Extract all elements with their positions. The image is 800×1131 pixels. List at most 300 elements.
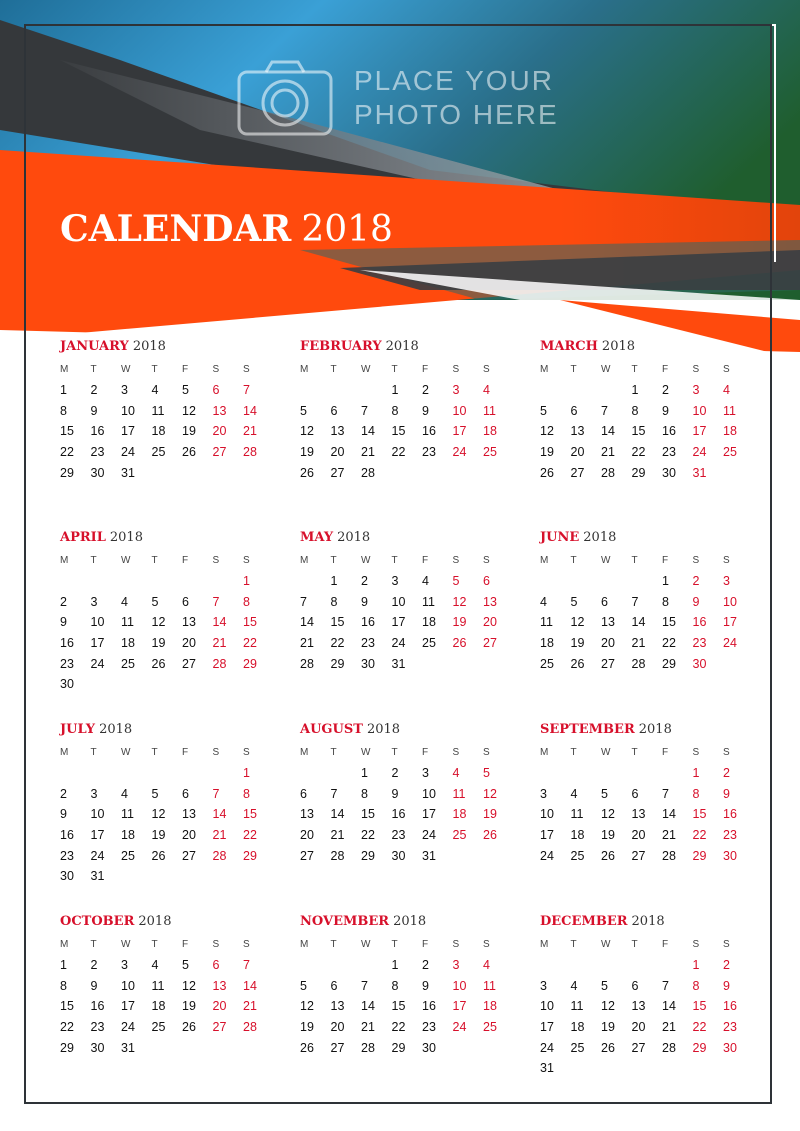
day-cell: 9	[692, 594, 700, 609]
day-cell: 20	[631, 828, 646, 843]
day-cell: 26	[151, 848, 166, 863]
day-cell: 2	[422, 958, 429, 972]
day-cell: 25	[483, 445, 497, 460]
day-cell: 18	[723, 424, 737, 439]
empty-cell	[182, 571, 213, 592]
weekday-label: F	[662, 747, 669, 758]
day-cell: 17	[452, 999, 467, 1014]
weekday-label: F	[422, 555, 429, 566]
day-cell: 26	[452, 636, 467, 651]
day-cell: 14	[631, 615, 646, 630]
day-cell: 22	[361, 828, 375, 843]
day-cell: 14	[330, 807, 345, 822]
day-cell: 29	[692, 1040, 707, 1055]
day-cell: 19	[601, 828, 615, 843]
day-cell: 12	[151, 807, 166, 822]
day-cell: 31	[121, 465, 135, 480]
empty-cell	[540, 380, 571, 401]
weekday-label: W	[361, 939, 371, 950]
day-cell: 21	[601, 445, 615, 460]
day-cell: 4	[121, 594, 128, 609]
month-header	[60, 720, 260, 738]
day-cell: 20	[300, 828, 314, 843]
day-cell: 16	[90, 424, 105, 439]
day-cell: 24	[540, 848, 554, 863]
day-cell: 2	[723, 766, 730, 780]
day-cell: 26	[570, 656, 585, 671]
empty-cell	[540, 955, 571, 976]
weekday-label: T	[631, 555, 638, 566]
day-cell: 30	[723, 848, 737, 863]
month-december	[540, 912, 740, 1079]
day-cell: 29	[330, 656, 345, 671]
day-cell: 27	[212, 1020, 227, 1035]
month-year: 2018	[99, 722, 133, 737]
day-cell: 3	[452, 958, 460, 972]
month-year: 2018	[366, 722, 401, 737]
weekday-label: S	[452, 555, 460, 566]
day-cell: 14	[300, 615, 314, 630]
day-cell: 28	[300, 656, 314, 671]
day-cell: 31	[422, 848, 436, 863]
day-cell: 22	[60, 445, 74, 460]
day-cell: 28	[330, 848, 345, 863]
day-cell: 2	[361, 574, 368, 588]
day-cell: 4	[570, 786, 578, 801]
month-march	[540, 337, 740, 483]
weekday-label: T	[90, 747, 97, 758]
day-cell: 20	[601, 636, 615, 651]
day-cell: 29	[60, 465, 74, 480]
day-cell: 22	[692, 828, 707, 843]
day-cell: 8	[692, 786, 700, 801]
day-cell: 6	[212, 383, 220, 397]
day-cell: 2	[90, 383, 98, 397]
day-cell: 2	[60, 594, 67, 609]
day-cell: 25	[540, 656, 554, 671]
month-header	[60, 912, 260, 930]
day-cell: 16	[90, 999, 105, 1014]
day-cell: 4	[452, 766, 460, 780]
day-cell: 21	[662, 828, 676, 843]
day-cell: 8	[391, 403, 399, 418]
day-cell: 8	[60, 978, 67, 993]
day-cell: 15	[60, 424, 74, 439]
month-name: AUGUST	[300, 722, 363, 737]
weekday-label: S	[452, 364, 460, 375]
photo-placeholder[interactable]	[236, 58, 594, 138]
month-header	[60, 528, 260, 546]
month-august	[300, 720, 500, 866]
placeholder-text: PLACE YOUR PHOTO HERE	[354, 65, 559, 130]
day-cell: 6	[330, 978, 338, 993]
day-cell: 1	[243, 574, 250, 588]
day-cell: 19	[601, 1020, 615, 1035]
day-cell: 2	[723, 958, 730, 972]
day-cell: 15	[243, 615, 257, 630]
day-cell: 12	[300, 999, 314, 1014]
day-cell: 6	[212, 958, 220, 972]
day-cell: 20	[212, 424, 227, 439]
weekday-label: T	[391, 364, 398, 375]
day-cell: 12	[540, 424, 554, 439]
day-cell: 26	[300, 465, 314, 480]
day-cell: 6	[631, 978, 639, 993]
day-cell: 15	[662, 615, 676, 630]
month-september	[540, 720, 740, 866]
day-grid	[60, 934, 260, 1058]
day-cell: 24	[692, 445, 707, 460]
day-cell: 16	[361, 615, 375, 630]
day-cell: 9	[723, 786, 730, 801]
day-cell: 15	[361, 807, 375, 822]
day-cell: 24	[422, 828, 436, 843]
month-header	[60, 337, 260, 355]
day-cell: 17	[692, 424, 707, 439]
weekday-label: T	[90, 364, 97, 375]
weekday-label: T	[330, 364, 337, 375]
day-cell: 10	[452, 403, 467, 418]
weekday-label: S	[452, 939, 460, 950]
day-cell: 17	[540, 828, 554, 843]
weekday-label: S	[723, 555, 730, 566]
empty-cell	[632, 763, 663, 784]
day-cell: 25	[121, 848, 135, 863]
day-cell: 12	[570, 615, 585, 630]
empty-cell	[331, 763, 362, 784]
month-header	[540, 720, 740, 738]
day-cell: 15	[692, 999, 707, 1014]
day-cell: 19	[182, 999, 196, 1014]
weekday-label: S	[212, 747, 220, 758]
weekday-label: F	[422, 364, 429, 375]
day-cell: 13	[330, 424, 345, 439]
weekday-label: S	[723, 939, 730, 950]
day-cell: 7	[212, 594, 220, 609]
weekday-label: T	[570, 939, 577, 950]
day-cell: 22	[391, 445, 406, 460]
day-cell: 22	[662, 636, 676, 651]
day-cell: 9	[662, 403, 669, 418]
day-cell: 28	[662, 848, 676, 863]
day-cell: 8	[243, 594, 250, 609]
empty-cell	[571, 571, 602, 592]
weekday-label: T	[570, 364, 577, 375]
day-cell: 24	[90, 848, 105, 863]
day-cell: 11	[151, 403, 165, 418]
day-cell: 24	[452, 1020, 467, 1035]
day-cell: 6	[483, 574, 490, 588]
day-cell: 27	[483, 636, 497, 651]
empty-cell	[331, 955, 362, 976]
weekday-label: T	[151, 364, 158, 375]
day-cell: 21	[300, 636, 314, 651]
day-cell: 31	[121, 1040, 135, 1055]
day-cell: 14	[212, 807, 227, 822]
day-cell: 26	[151, 656, 166, 671]
weekday-label: T	[330, 555, 337, 566]
day-grid	[300, 934, 500, 1058]
empty-cell	[632, 571, 663, 592]
day-cell: 18	[121, 828, 135, 843]
day-cell: 7	[243, 958, 250, 972]
weekday-label: T	[631, 939, 638, 950]
month-year: 2018	[138, 914, 172, 929]
day-cell: 8	[330, 594, 338, 609]
day-grid	[300, 550, 500, 674]
month-may	[300, 528, 500, 674]
day-cell: 7	[662, 786, 669, 801]
day-cell: 20	[483, 615, 497, 630]
day-cell: 26	[483, 828, 497, 843]
month-october	[60, 912, 260, 1058]
day-cell: 20	[212, 999, 227, 1014]
title-bold: CALENDAR	[60, 208, 292, 250]
day-cell: 26	[601, 1040, 615, 1055]
day-cell: 6	[300, 786, 307, 801]
weekday-label: F	[182, 939, 189, 950]
weekday-label: W	[361, 555, 371, 566]
empty-cell	[121, 763, 152, 784]
day-cell: 19	[182, 424, 196, 439]
weekday-label: S	[692, 364, 700, 375]
month-year: 2018	[601, 339, 636, 354]
day-cell: 5	[300, 978, 307, 993]
day-cell: 12	[182, 978, 196, 993]
day-cell: 30	[391, 848, 406, 863]
day-cell: 8	[692, 978, 700, 993]
day-cell: 14	[361, 424, 375, 439]
day-cell: 23	[391, 828, 406, 843]
empty-cell	[60, 763, 91, 784]
weekday-label: M	[300, 364, 309, 375]
weekday-label: T	[570, 747, 577, 758]
empty-cell	[300, 955, 331, 976]
weekday-label: M	[60, 747, 69, 758]
month-header	[300, 912, 500, 930]
day-cell: 23	[90, 1020, 105, 1035]
day-cell: 2	[662, 383, 669, 397]
day-cell: 30	[60, 677, 74, 692]
day-cell: 9	[361, 594, 368, 609]
month-header	[300, 528, 500, 546]
empty-cell	[182, 763, 213, 784]
day-cell: 1	[330, 574, 338, 588]
day-cell: 10	[452, 978, 467, 993]
day-grid	[540, 550, 740, 674]
month-year: 2018	[631, 914, 665, 929]
day-cell: 16	[60, 636, 74, 651]
day-cell: 25	[483, 1020, 497, 1035]
month-header	[540, 912, 740, 930]
day-cell: 23	[422, 445, 436, 460]
day-cell: 10	[90, 615, 105, 630]
month-name: DECEMBER	[540, 914, 628, 929]
month-year: 2018	[393, 914, 427, 929]
day-cell: 19	[300, 1020, 314, 1035]
weekday-label: T	[631, 747, 638, 758]
day-cell: 5	[452, 574, 460, 588]
day-cell: 7	[300, 594, 307, 609]
weekday-label: T	[151, 747, 158, 758]
empty-cell	[571, 380, 602, 401]
month-name: OCTOBER	[60, 914, 135, 929]
day-cell: 30	[662, 465, 676, 480]
empty-cell	[361, 955, 392, 976]
day-cell: 20	[182, 636, 196, 651]
empty-cell	[601, 955, 632, 976]
weekday-label: W	[361, 747, 371, 758]
day-cell: 30	[361, 656, 375, 671]
day-cell: 2	[692, 574, 700, 588]
day-cell: 3	[452, 383, 460, 397]
day-cell: 30	[692, 656, 707, 671]
day-cell: 27	[601, 656, 615, 671]
day-cell: 19	[540, 445, 554, 460]
day-cell: 27	[330, 1040, 345, 1055]
day-cell: 9	[723, 978, 730, 993]
empty-cell	[571, 955, 602, 976]
day-cell: 13	[182, 807, 196, 822]
day-cell: 20	[631, 1020, 646, 1035]
day-cell: 30	[422, 1040, 436, 1055]
empty-cell	[662, 955, 693, 976]
weekday-label: T	[151, 939, 158, 950]
day-cell: 7	[243, 383, 250, 397]
day-cell: 8	[243, 786, 250, 801]
day-cell: 9	[60, 807, 67, 822]
empty-cell	[540, 763, 571, 784]
weekday-label: T	[151, 555, 158, 566]
day-cell: 19	[570, 636, 585, 651]
day-cell: 29	[60, 1040, 74, 1055]
day-cell: 28	[212, 848, 227, 863]
day-cell: 9	[422, 403, 429, 418]
day-cell: 18	[483, 424, 497, 439]
day-cell: 3	[422, 766, 429, 780]
empty-cell	[601, 763, 632, 784]
day-cell: 4	[540, 594, 547, 609]
weekday-label: W	[601, 555, 611, 566]
day-cell: 15	[391, 999, 406, 1014]
day-cell: 13	[601, 615, 615, 630]
day-cell: 23	[723, 1020, 737, 1035]
day-cell: 17	[422, 807, 436, 822]
weekday-label: S	[723, 747, 730, 758]
day-cell: 7	[662, 978, 669, 993]
day-cell: 18	[452, 807, 467, 822]
day-cell: 5	[540, 403, 547, 418]
day-cell: 25	[452, 828, 467, 843]
day-cell: 22	[243, 636, 257, 651]
month-name: FEBRUARY	[300, 339, 382, 354]
weekday-label: S	[483, 939, 490, 950]
weekday-label: M	[300, 747, 309, 758]
month-header	[540, 337, 740, 355]
day-cell: 5	[601, 786, 608, 801]
month-year: 2018	[385, 339, 419, 354]
weekday-label: T	[570, 555, 577, 566]
day-cell: 26	[601, 848, 615, 863]
day-cell: 12	[601, 807, 615, 822]
day-cell: 21	[212, 828, 227, 843]
empty-cell	[361, 380, 392, 401]
day-cell: 1	[361, 766, 368, 780]
weekday-label: M	[60, 939, 69, 950]
day-cell: 22	[692, 1020, 707, 1035]
day-cell: 17	[723, 615, 737, 630]
day-cell: 16	[422, 424, 436, 439]
day-cell: 5	[483, 766, 490, 780]
day-cell: 19	[300, 445, 314, 460]
day-cell: 27	[631, 848, 646, 863]
day-cell: 8	[60, 403, 67, 418]
weekday-label: T	[391, 555, 398, 566]
day-cell: 14	[212, 615, 227, 630]
day-cell: 11	[483, 403, 496, 418]
weekday-label: T	[90, 555, 97, 566]
empty-cell	[300, 763, 331, 784]
day-cell: 15	[243, 807, 257, 822]
day-cell: 7	[361, 403, 368, 418]
day-cell: 14	[662, 999, 676, 1014]
weekday-label: W	[361, 364, 371, 375]
day-cell: 24	[452, 445, 467, 460]
day-cell: 17	[452, 424, 467, 439]
weekday-label: S	[692, 747, 700, 758]
day-cell: 16	[723, 807, 737, 822]
day-cell: 1	[692, 766, 700, 780]
day-cell: 20	[330, 445, 345, 460]
day-cell: 23	[60, 848, 74, 863]
day-cell: 28	[631, 656, 646, 671]
day-cell: 18	[570, 1020, 585, 1035]
day-cell: 25	[151, 1020, 166, 1035]
day-cell: 29	[662, 656, 676, 671]
day-cell: 11	[121, 807, 134, 822]
day-cell: 27	[182, 656, 196, 671]
weekday-label: W	[121, 364, 131, 375]
weekday-label: W	[601, 939, 611, 950]
month-name: NOVEMBER	[300, 914, 390, 929]
day-cell: 16	[723, 999, 737, 1014]
day-cell: 27	[300, 848, 314, 863]
day-cell: 3	[121, 383, 128, 397]
day-cell: 4	[723, 383, 730, 397]
day-cell: 2	[60, 786, 67, 801]
day-cell: 25	[422, 636, 436, 651]
day-cell: 3	[723, 574, 730, 588]
day-cell: 28	[361, 465, 375, 480]
weekday-label: S	[483, 364, 490, 375]
month-name: MARCH	[540, 339, 598, 354]
day-cell: 23	[60, 656, 74, 671]
empty-cell	[331, 380, 362, 401]
day-cell: 24	[121, 445, 135, 460]
day-cell: 4	[483, 958, 490, 972]
weekday-label: W	[601, 747, 611, 758]
weekday-label: T	[391, 747, 398, 758]
day-cell: 22	[631, 445, 646, 460]
day-cell: 12	[601, 999, 615, 1014]
day-cell: 10	[121, 978, 135, 993]
empty-cell	[571, 763, 602, 784]
weekday-label: M	[300, 555, 309, 566]
day-cell: 19	[452, 615, 467, 630]
page-title	[60, 208, 393, 250]
empty-cell	[213, 763, 244, 784]
day-cell: 5	[151, 594, 159, 609]
